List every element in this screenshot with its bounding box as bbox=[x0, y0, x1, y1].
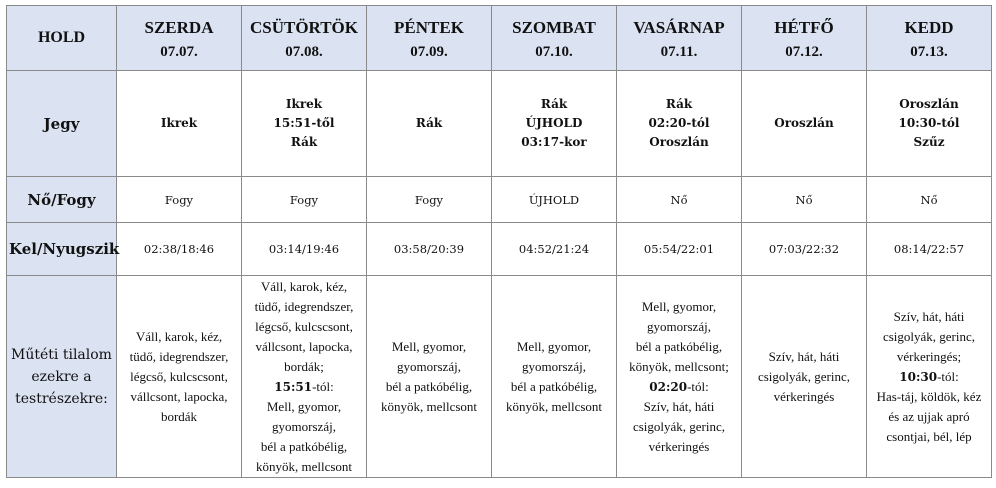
day-date: 07.09. bbox=[410, 43, 448, 60]
day-header bbox=[867, 6, 992, 71]
muteti-tilalom-cell bbox=[367, 276, 492, 478]
cell-line: Rák bbox=[290, 135, 318, 149]
cell-line: Rák bbox=[540, 97, 568, 111]
cell-line: könyök, mellcsont bbox=[380, 398, 478, 414]
kel-nyugszik-cell: 03:58/20:39 bbox=[367, 223, 492, 276]
header-row bbox=[7, 6, 992, 71]
time-prefix: 02:20 bbox=[649, 379, 688, 394]
cell-line: Has-táj, köldök, kéz bbox=[876, 388, 982, 404]
cell-line: könyök, mellcsont bbox=[505, 398, 603, 414]
day-header bbox=[367, 6, 492, 71]
cell-line: csontjai, bél, lép bbox=[886, 428, 972, 444]
cell-line: 15:51-tól: bbox=[274, 378, 334, 394]
cell-line: csigolyák, gerinc, bbox=[757, 368, 851, 384]
cell-line: Műtéti tilalom bbox=[11, 346, 112, 363]
muteti-tilalom-row bbox=[7, 276, 992, 478]
kel-nyugszik-cell: 07:03/22:32 bbox=[742, 223, 867, 276]
day-date: 07.12. bbox=[785, 43, 823, 60]
day-date: 07.13. bbox=[910, 43, 948, 60]
day-name: CSÜTÖRTÖK bbox=[249, 17, 359, 37]
no-fogy-label: Nő/Fogy bbox=[7, 177, 117, 223]
cell-line: bordák; bbox=[284, 358, 324, 374]
cell-line: csigolyák, gerinc, bbox=[882, 328, 976, 344]
no-fogy-cell: Fogy bbox=[117, 177, 242, 223]
cell-line: 02:20-tól bbox=[648, 116, 710, 130]
cell-line: vérkeringés bbox=[773, 388, 835, 404]
kel-nyugszik-cell: 05:54/22:01 bbox=[617, 223, 742, 276]
day-name: SZERDA bbox=[144, 17, 214, 37]
cell-line: Mell, gyomor, bbox=[391, 338, 467, 354]
cell-line: vállcsont, lapocka, bbox=[255, 338, 353, 354]
muteti-tilalom-label bbox=[7, 276, 117, 478]
day-name: KEDD bbox=[904, 17, 954, 37]
cell-line: és az ujjak apró bbox=[888, 408, 970, 424]
jegy-cell bbox=[367, 71, 492, 177]
cell-line: tüdő, idegrendszer, bbox=[129, 348, 229, 364]
moon-calendar-table bbox=[6, 5, 992, 478]
kel-nyugszik-label: Kel/Nyugszik bbox=[7, 223, 117, 276]
cell-line: Váll, karok, kéz, bbox=[135, 328, 223, 344]
cell-line: Szív, hát, háti bbox=[768, 348, 840, 364]
no-fogy-cell: Nő bbox=[867, 177, 992, 223]
cell-line: gyomorszáj, bbox=[647, 318, 711, 334]
cell-line: légcső, kulcscsont, bbox=[130, 368, 228, 384]
cell-line: 02:20-tól: bbox=[649, 378, 709, 394]
jegy-cell bbox=[492, 71, 617, 177]
day-header bbox=[117, 6, 242, 71]
cell-line: csigolyák, gerinc, bbox=[632, 418, 726, 434]
cell-line: vállcsont, lapocka, bbox=[130, 388, 228, 404]
no-fogy-cell: Fogy bbox=[367, 177, 492, 223]
time-prefix: 10:30 bbox=[899, 369, 938, 384]
cell-line: bordák bbox=[160, 408, 198, 424]
cell-line: vérkeringés bbox=[648, 438, 710, 454]
cell-line: Rák bbox=[415, 116, 443, 130]
cell-line: 03:17-kor bbox=[521, 135, 587, 149]
cell-line: bél a patkóbélig, bbox=[510, 378, 598, 394]
cell-line: Ikrek bbox=[160, 116, 198, 130]
cell-line: Mell, gyomor, bbox=[516, 338, 592, 354]
muteti-tilalom-cell bbox=[492, 276, 617, 478]
no-fogy-row bbox=[7, 177, 992, 223]
no-fogy-cell: Nő bbox=[617, 177, 742, 223]
day-header bbox=[242, 6, 367, 71]
cell-line: gyomorszáj, bbox=[397, 358, 461, 374]
no-fogy-cell: ÚJHOLD bbox=[492, 177, 617, 223]
cell-line: testrészekre: bbox=[15, 390, 108, 407]
cell-line: gyomorszáj, bbox=[522, 358, 586, 374]
jegy-label: Jegy bbox=[7, 71, 117, 177]
cell-line: ÚJHOLD bbox=[525, 116, 583, 130]
muteti-tilalom-cell bbox=[867, 276, 992, 478]
kel-nyugszik-cell: 08:14/22:57 bbox=[867, 223, 992, 276]
cell-line: 15:51-től bbox=[273, 116, 335, 130]
muteti-tilalom-cell bbox=[617, 276, 742, 478]
kel-nyugszik-row bbox=[7, 223, 992, 276]
cell-line: Rák bbox=[665, 97, 693, 111]
day-date: 07.10. bbox=[535, 43, 573, 60]
hold-header: HOLD bbox=[7, 6, 117, 71]
cell-line: bél a patkóbélig, bbox=[385, 378, 473, 394]
cell-line: bél a patkóbélig, bbox=[635, 338, 723, 354]
day-name: SZOMBAT bbox=[512, 17, 596, 37]
day-header bbox=[742, 6, 867, 71]
day-date: 07.07. bbox=[160, 43, 198, 60]
muteti-tilalom-cell bbox=[117, 276, 242, 478]
cell-line: Oroszlán bbox=[649, 135, 709, 149]
cell-line: könyök, mellcsont bbox=[255, 458, 353, 474]
day-name: PÉNTEK bbox=[394, 17, 464, 37]
cell-line: Oroszlán bbox=[899, 97, 959, 111]
cell-line: Szűz bbox=[913, 135, 945, 149]
cell-line: gyomorszáj, bbox=[272, 418, 336, 434]
muteti-tilalom-cell bbox=[242, 276, 367, 478]
cell-line: Szív, hát, háti bbox=[893, 308, 965, 324]
jegy-cell bbox=[742, 71, 867, 177]
day-date: 07.11. bbox=[660, 43, 698, 60]
cell-line: Váll, karok, kéz, bbox=[260, 278, 348, 294]
cell-line: könyök, mellcsont; bbox=[629, 358, 729, 374]
cell-line: ezekre a bbox=[31, 368, 92, 385]
muteti-tilalom-cell bbox=[742, 276, 867, 478]
jegy-cell bbox=[242, 71, 367, 177]
jegy-cell bbox=[617, 71, 742, 177]
kel-nyugszik-cell: 03:14/19:46 bbox=[242, 223, 367, 276]
cell-line: tüdő, idegrendszer, bbox=[254, 298, 354, 314]
cell-line: Szív, hát, háti bbox=[643, 398, 715, 414]
cell-line: Ikrek bbox=[285, 97, 323, 111]
day-name: VASÁRNAP bbox=[633, 17, 725, 37]
cell-line: bél a patkóbélig, bbox=[260, 438, 348, 454]
day-header bbox=[617, 6, 742, 71]
jegy-cell bbox=[867, 71, 992, 177]
jegy-row bbox=[7, 71, 992, 177]
no-fogy-cell: Nő bbox=[742, 177, 867, 223]
kel-nyugszik-cell: 02:38/18:46 bbox=[117, 223, 242, 276]
day-name: HÉTFŐ bbox=[774, 17, 834, 37]
cell-line: vérkeringés; bbox=[896, 348, 962, 364]
cell-line: Mell, gyomor, bbox=[641, 298, 717, 314]
no-fogy-cell: Fogy bbox=[242, 177, 367, 223]
cell-line: légcső, kulcscsont, bbox=[255, 318, 353, 334]
cell-line: 10:30-tól: bbox=[899, 368, 959, 384]
cell-line: Mell, gyomor, bbox=[266, 398, 342, 414]
jegy-cell bbox=[117, 71, 242, 177]
day-date: 07.08. bbox=[285, 43, 323, 60]
kel-nyugszik-cell: 04:52/21:24 bbox=[492, 223, 617, 276]
day-header bbox=[492, 6, 617, 71]
cell-line: Oroszlán bbox=[774, 116, 834, 130]
cell-line: 10:30-tól bbox=[898, 116, 960, 130]
time-prefix: 15:51 bbox=[274, 379, 313, 394]
